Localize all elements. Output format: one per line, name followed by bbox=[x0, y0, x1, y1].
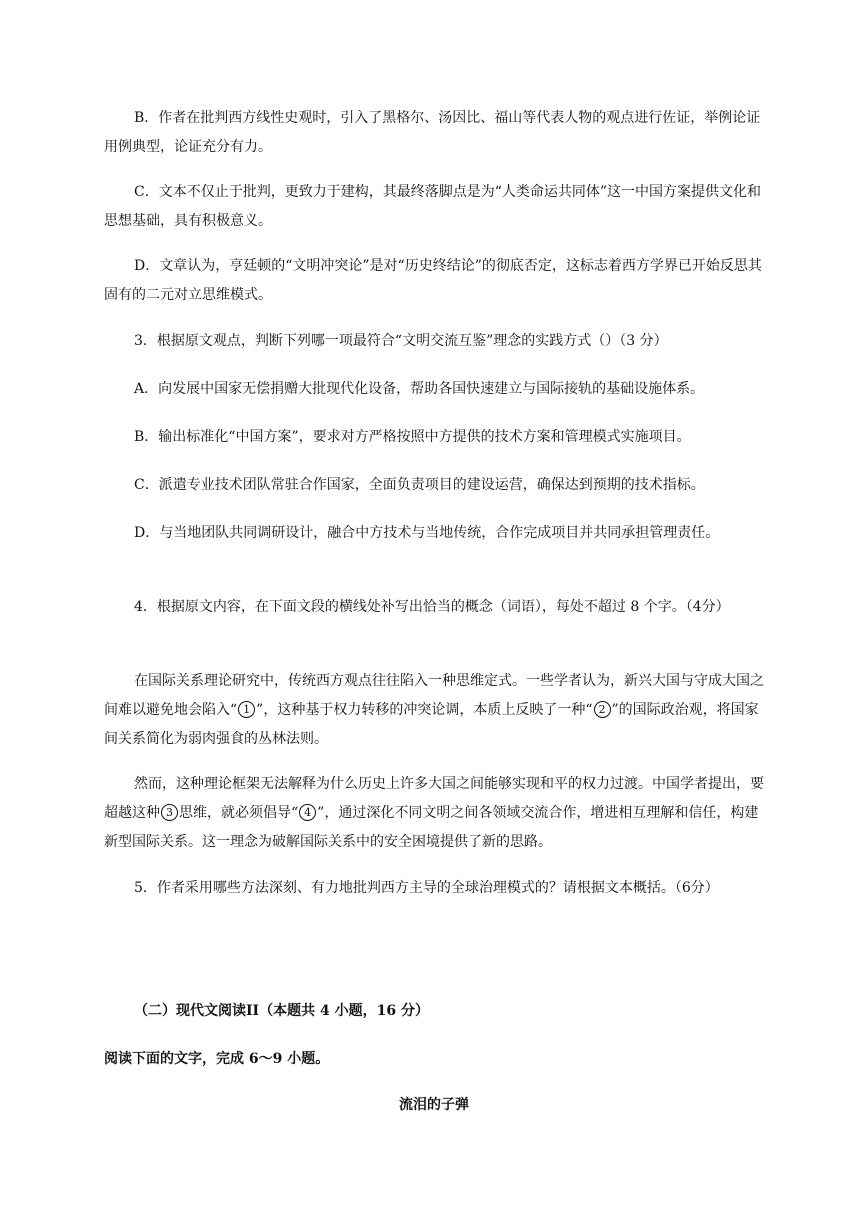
q4-passage-paragraph-2 bbox=[104, 770, 764, 857]
section-2-heading: （二）现代文阅读II（本题共 4 小题，16 分） bbox=[134, 1003, 429, 1019]
q3-option-d: D．与当地团队共同调研设计，融合中方技术与当地传统，合作完成项目并共同承担管理责任。 bbox=[134, 525, 720, 541]
story-title: 流泪的子弹 bbox=[399, 1097, 469, 1113]
q4-p2-text-2: 思维，就必须倡导“ bbox=[179, 805, 299, 821]
q2-option-d: D．文章认为，亨廷顿的“文明冲突论”是对“历史终结论”的彻底否定，这标志着西方学界已开始反思其固有的二元对立思维模式。 bbox=[104, 258, 762, 303]
q4-p1-text-2: ”，这种基于权力转移的冲突论调，本质上反映了一种“ bbox=[256, 702, 593, 718]
q4-p2-text-3: ”，通过深化不同文明之间各领域交流合作，增进相互理解和信任，构建新型国际关系。这一理念为破解国际关系中的安全困境提供了新的思路。 bbox=[104, 805, 759, 850]
q2-option-b: B．作者在批判西方线性史观时，引入了黑格尔、汤因比、福山等代表人物的观点进行佐证，举例论证用例典型，论证充分有力。 bbox=[104, 110, 761, 155]
q3-option-a: A．向发展中国家无偿捐赠大批现代化设备，帮助各国快速建立与国际接轨的基础设施体系。 bbox=[134, 381, 705, 397]
blank-marker-2: 2 bbox=[594, 701, 611, 718]
q4-p2-text-1: 然而，这种理论框架无法解释为什么历史上许多大国之间能够实现和平的权力过渡。中国学者提出，要超越这种 bbox=[104, 776, 764, 821]
q4-p1-text-1: 在国际关系理论研究中，传统西方观点往往陷入一种思维定式。一些学者认为，新兴大国与守成大国之间难以避免地会陷入“ bbox=[104, 673, 764, 718]
section-2-instruction: 阅读下面的文字，完成 6～9 小题。 bbox=[104, 1051, 330, 1067]
q3-option-c: C．派遣专业技术团队常驻合作国家，全面负责项目的建设运营，确保达到预期的技术指标。 bbox=[134, 477, 705, 493]
blank-marker-4: 4 bbox=[299, 804, 316, 821]
blank-marker-3: 3 bbox=[161, 804, 178, 821]
q2-option-c: C．文本不仅止于批判，更致力于建构，其最终落脚点是为“人类命运共同体”这一中国方案提供文化和思想基础，具有积极意义。 bbox=[104, 184, 762, 229]
q4-stem: 4．根据原文内容，在下面文段的横线处补写出恰当的概念（词语），每处不超过 8 个字。（4分） bbox=[134, 599, 730, 615]
q5-stem: 5．作者采用哪些方法深刻、有力地批判西方主导的全球治理模式的？请根据文本概括。（6分） bbox=[134, 880, 719, 896]
q3-option-b: B．输出标准化“中国方案”，要求对方严格按照中方提供的技术方案和管理模式实施项目。 bbox=[134, 429, 691, 445]
q3-stem: 3．根据原文观点，判断下列哪一项最符合“文明交流互鉴”理念的实践方式（）（3 分） bbox=[134, 333, 668, 349]
q4-p1-text-3: ”的国际政治观，将国家间关系简化为弱肉强食的丛林法则。 bbox=[104, 702, 759, 747]
blank-marker-1: 1 bbox=[238, 701, 255, 718]
q4-passage-paragraph-1 bbox=[104, 667, 764, 754]
